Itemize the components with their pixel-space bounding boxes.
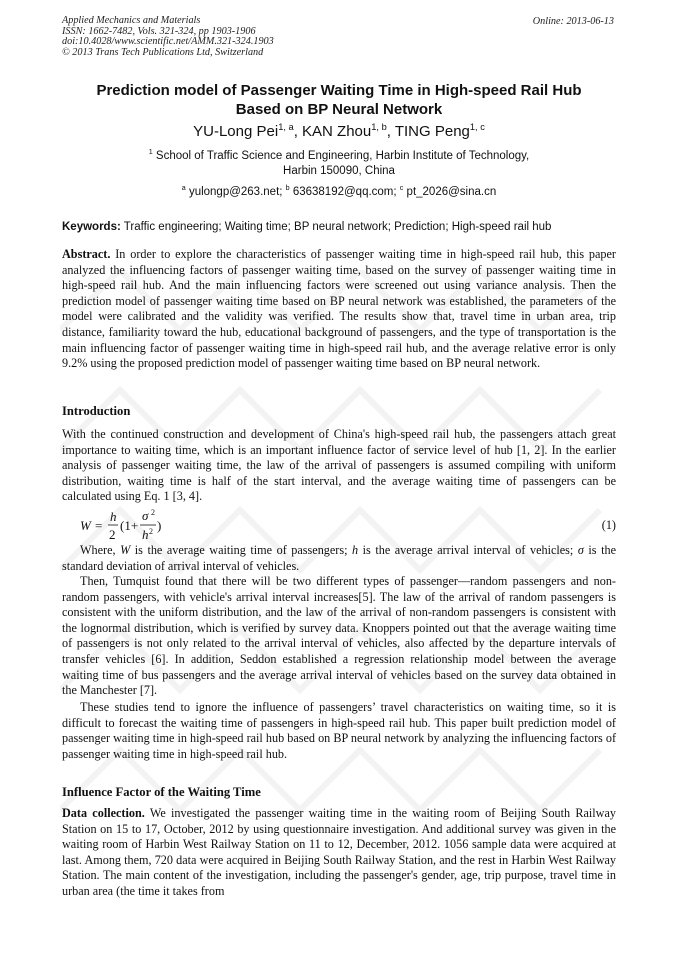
intro-where — [62, 543, 616, 574]
eq-num: h — [110, 509, 117, 524]
affiliation-sup: 1 — [148, 148, 153, 157]
eq-equals: = — [95, 518, 103, 533]
where-text: is the average waiting time of passengers; — [130, 543, 353, 557]
intro-paragraph-3: These studies tend to ignore the influence of passengers’ travel characteristics on waiting time, so it is difficult to forecast the waiting time of passengers in high-speed rail hub. This paper built prediction model of passenger waiting time in high-speed rail hub based on BP neural network by analyzing the influencing factors of passenger waiting time in high-speed rail hub. — [62, 700, 616, 761]
keywords — [62, 221, 616, 233]
author-emails — [62, 186, 616, 198]
email-b-sup: b — [285, 184, 290, 193]
eq-lhs: W — [80, 518, 91, 533]
where-symbol-sigma: σ — [577, 543, 584, 557]
where-text: is the average arrival interval of vehicles; — [358, 543, 578, 557]
eq-sigma-sq: 2 — [151, 508, 155, 517]
online-date: Online: 2013-06-13 — [532, 16, 614, 27]
journal-doi: doi:10.4028/www.scientific.net/AMM.321-324.1903 — [62, 36, 274, 48]
journal-header — [62, 16, 274, 58]
paper-title-line-2: Based on BP Neural Network — [235, 101, 443, 118]
affiliation-line-2: Harbin 150090, China — [283, 165, 395, 177]
author-2: KAN Zhou — [302, 123, 372, 140]
intro-paragraph-1: With the continued construction and development of China's high-speed rail hub, the passengers attach great importance to waiting time, which is an important influence factor of service level of hub [1, 2]. In the earlier analysis of passenger waiting time, the law of the arrival of passengers is assumed compiling with uniform distribution, waiting time is half of the start interval, and the average waiting time of passengers can be calculated using Eq. 1 [3, 4]. — [62, 427, 616, 504]
email-c-sup: c — [399, 184, 404, 193]
data-collection-lead: Data collection. — [62, 806, 145, 820]
journal-copyright: © 2013 Trans Tech Publications Ltd, Switzerland — [62, 46, 264, 58]
eq-den: 2 — [109, 527, 116, 542]
where-text: Where, — [80, 543, 121, 557]
keywords-label: Keywords: — [62, 221, 121, 233]
equation-number: (1) — [601, 518, 616, 532]
affiliation-line-1: School of Traffic Science and Engineering, Harbin Institute of Technology, — [155, 150, 530, 162]
intro-paragraph-2: Then, Tumquist found that there will be two different types of passenger—random passengers and non-random passengers, with vehicle's arrival interval increases[5]. The law of the arrival of random passengers is consistent with the uniform distribution, and the law of the arrival of non-random passengers is consistent with the lognormal distribution, which is verified by survey data. Knoppers pointed out that the average waiting time of passengers is not only related to the arrival interval of vehicles, also affected by the departure intervals of transfer vehicles [6]. In addition, Seddon established a regression relationship model between the average waiting time of bus passengers and the average arrival interval of vehicles based on the survey data obtained in the Manchester [7]. — [62, 574, 616, 698]
section-heading-introduction: Introduction — [62, 404, 131, 418]
author-sep: , — [293, 123, 303, 140]
equation-formula — [80, 508, 200, 544]
email-b: 63638192@qq.com; — [292, 186, 400, 198]
author-3-sup: 1, c — [469, 122, 485, 132]
email-a-sup: a — [181, 184, 186, 193]
eq-open: (1+ — [120, 518, 139, 533]
author-3: TING Peng — [394, 123, 470, 140]
abstract-label: Abstract. — [62, 247, 111, 261]
keywords-text: Traffic engineering; Waiting time; BP neural network; Prediction; High-speed rail hub — [123, 221, 552, 233]
where-symbol-h: h — [352, 543, 359, 557]
author-1: YU-Long Pei — [193, 123, 279, 140]
where-text: is the standard deviation of arrival interval of vehicles. — [62, 543, 616, 573]
paper-title-line-1: Prediction model of Passenger Waiting Time in High-speed Rail Hub — [96, 82, 582, 99]
data-collection-paragraph — [62, 806, 616, 900]
journal-name: Applied Mechanics and Materials — [62, 15, 201, 26]
journal-issn: ISSN: 1662-7482, Vols. 321-324, pp 1903-1906 — [62, 25, 256, 37]
eq-h-sq: 2 — [149, 527, 153, 536]
data-collection-text: We investigated the passenger waiting time in the waiting room of Beijing South Railway Station on 15 to 17, October, 2012 by using questionnaire investigation. And additional survey was given in the waiting room of Harbin West Railway Station on 11 to 12, December, 2012. 1056 sample data were acquired at last. Among them, 720 data were acquired in Beijing South Railway Station, and the rest in Harbin West Railway Station. The main content of the investigation, including the passenger's gender, age, trip purpose, travel time in urban area (the time it takes from — [62, 806, 616, 898]
eq-sigma: σ — [142, 508, 149, 523]
affiliation — [62, 149, 616, 179]
eq-h2: h — [142, 527, 149, 542]
author-sep: , — [386, 123, 395, 140]
equation-1 — [80, 508, 616, 544]
where-symbol-w: W — [120, 543, 131, 557]
abstract-text: In order to explore the characteristics of passenger waiting time in high-speed rail hub, this paper analyzed the influencing factors of passenger waiting time, based on the survey of passenger waiting time in high-speed rail hub. And the main influencing factors were screened out using variance analysis. Then the prediction model of passenger waiting time based on BP neural network was established, the parameters of the model were calibrated and the validity was verified. The results show that, travel time in urban area, trip distance, familiarity toward the hub, educational background of passengers, and the type of transportation is the main influencing factor of passenger waiting time in high-speed rail hub, and the average relative error is only 9.2% using the proposed prediction model of passenger waiting time based on BP neural network. — [62, 247, 616, 371]
email-a: yulongp@263.net; — [188, 186, 286, 198]
author-1-sup: 1, a — [278, 122, 294, 132]
author-2-sup: 1, b — [371, 122, 387, 132]
section-heading-influence: Influence Factor of the Waiting Time — [62, 785, 261, 799]
eq-close: ) — [157, 518, 162, 533]
email-c: pt_2026@sina.cn — [406, 186, 497, 198]
paper-title — [62, 81, 616, 119]
abstract — [62, 247, 616, 372]
author-list — [62, 122, 616, 141]
